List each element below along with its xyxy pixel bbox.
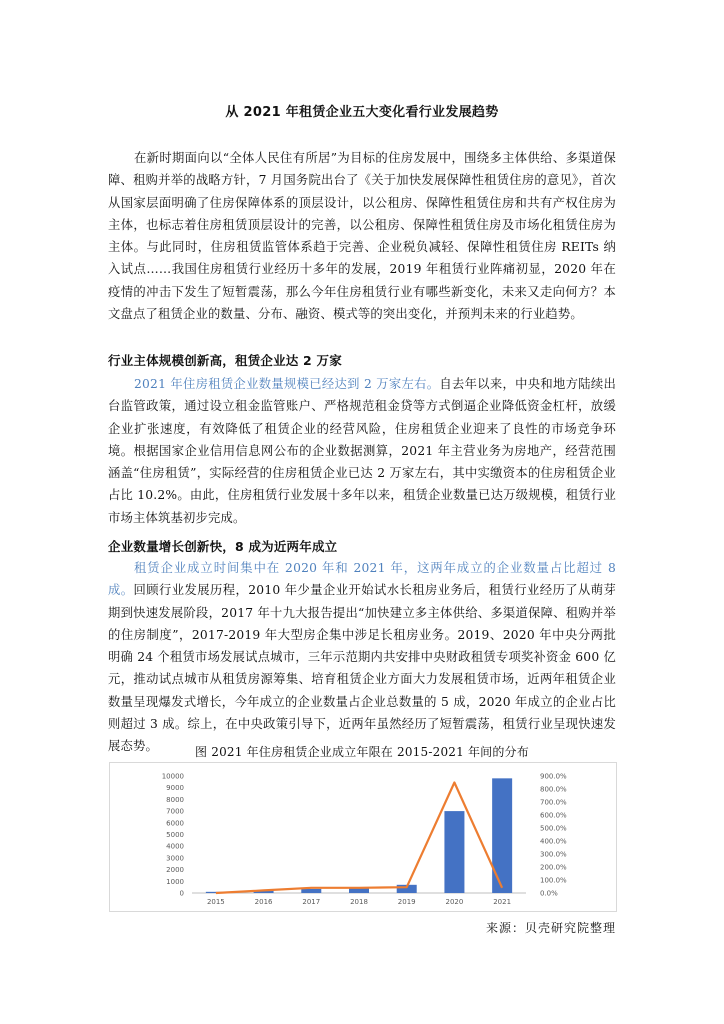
x-tick-label: 2019 bbox=[397, 898, 416, 906]
y-left-tick-label: 1000 bbox=[166, 877, 184, 886]
y-left-tick-label: 5000 bbox=[166, 831, 184, 839]
section2-highlight: 租赁企业成立时间集中在 2020 年和 2021 年，这两年成立的企业数量占比超过 8 成。 bbox=[108, 561, 616, 598]
source-note: 来源：贝壳研究院整理 bbox=[485, 921, 616, 935]
section1-heading: 行业主体规模创新高，租赁企业达 2 万家 bbox=[108, 353, 342, 368]
y-left-tick-label: 4000 bbox=[166, 842, 184, 851]
y-left-tick-label: 9000 bbox=[166, 784, 184, 793]
section2-paragraph bbox=[108, 557, 616, 758]
document-title: 从 2021 年租赁企业五大变化看行业发展趋势 bbox=[225, 105, 499, 120]
x-tick-label: 2021 bbox=[493, 898, 512, 906]
y-right-tick-label: 700.0% bbox=[540, 798, 567, 807]
y-left-tick-label: 0 bbox=[179, 889, 184, 898]
combo-chart bbox=[110, 763, 616, 911]
chart-bar bbox=[444, 811, 464, 893]
x-tick-label: 2018 bbox=[350, 898, 368, 906]
y-right-tick-label: 200.0% bbox=[540, 863, 567, 872]
section1-body: 自去年以来，中央和地方陆续出台监管政策，通过设立租金监管账户、严格规范租金贷等方式倒逼企业降低资金杠杆，放缓企业扩张速度，有效降低了租赁企业的经营风险，住房租赁企业迎来了良性的市场竞争环境。根据国家企业信用信息网公布的企业数据测算，2021 年主营业务为房地产，经营范围涵盖“住房租赁”，实际经营的住房租赁企业已达 2 万家左右，其中实缴资本的住房租赁企业占比 10.2%。由此，住房租赁行业发展十多年以来，租赁企业数量已达万级规模，租赁行业市场主体筑基初步完成。 bbox=[108, 377, 616, 525]
y-right-tick-label: 0.0% bbox=[540, 889, 558, 898]
y-left-tick-label: 10000 bbox=[161, 772, 184, 781]
y-right-tick-label: 600.0% bbox=[540, 811, 567, 820]
y-right-tick-label: 900.0% bbox=[540, 772, 567, 781]
y-right-tick-label: 500.0% bbox=[540, 824, 567, 833]
x-tick-label: 2017 bbox=[302, 898, 321, 906]
y-right-tick-label: 300.0% bbox=[540, 850, 567, 859]
x-tick-label: 2016 bbox=[254, 898, 273, 906]
chart-bar bbox=[301, 889, 321, 893]
chart-bar bbox=[492, 778, 512, 893]
y-left-tick-label: 2000 bbox=[166, 866, 184, 875]
y-right-tick-label: 100.0% bbox=[540, 876, 567, 885]
chart-caption: 图 2021 年住房租赁企业成立年限在 2015-2021 年间的分布 bbox=[195, 745, 529, 759]
y-right-tick-label: 800.0% bbox=[540, 785, 567, 794]
chart-container bbox=[109, 762, 617, 912]
x-tick-label: 2015 bbox=[206, 898, 225, 906]
section2-body: 回顾行业发展历程，2010 年少量企业开始试水长租房业务后，租赁行业经历了从萌芽期到快速发展阶段，2017 年十九大报告提出“加快建立多主体供给、多渠道保障、租购并举的住房制度”，2017-2019 年大型房企集中涉足长租房业务。2019、2020 年中央分两批明确 24 个租赁市场发展试点城市，三年示范期内共安排中央财政租赁专项奖补资金 600 亿元，推动试点城市从租赁房源筹集、培育租赁企业方面大力发展租赁市场，近两年租赁企业数量呈现爆发式增长，今年成立的企业数量占企业总数量的 5 成，2020 年成立的企业占比则超过 3 成。综上，在中央政策引导下，近两年虽然经历了短暂震荡，租赁行业呈现快速发展态势。 bbox=[108, 583, 616, 754]
y-left-tick-label: 8000 bbox=[166, 795, 184, 804]
y-left-tick-label: 3000 bbox=[166, 854, 184, 863]
section2-heading: 企业数量增长创新快，8 成为近两年成立 bbox=[108, 539, 338, 554]
x-tick-label: 2020 bbox=[445, 898, 464, 906]
y-left-tick-label: 6000 bbox=[166, 819, 184, 828]
section1-highlight: 2021 年住房租赁企业数量规模已经达到 2 万家左右。 bbox=[134, 377, 440, 391]
section1-paragraph bbox=[108, 373, 616, 529]
intro-paragraph: 在新时期面向以“全体人民住有所居”为目标的住房发展中，围绕多主体供给、多渠道保障、租购并举的战略方针，7 月国务院出台了《关于加快发展保障性租赁住房的意见》，首次从国家层面明确了住房保障体系的顶层设计，以公租房、保障性租赁住房和共有产权住房为主体，也标志着住房租赁顶层设计的完善，以公租房、保障性租赁住房及市场化租赁住房为主体。与此同时，住房租赁监管体系趋于完善、企业税负减轻、保障性租赁住房 REITs 纳入试点……我国住房租赁行业经历十多年的发展，2019 年租赁行业阵痛初显，2020 年在疫情的冲击下发生了短暂震荡，那么今年住房租赁行业有哪些新变化，未来又走向何方？本文盘点了租赁企业的数量、分布、融资、模式等的突出变化，并预判未来的行业趋势。 bbox=[108, 151, 616, 322]
y-left-tick-label: 7000 bbox=[166, 807, 184, 816]
y-right-tick-label: 400.0% bbox=[540, 837, 567, 846]
